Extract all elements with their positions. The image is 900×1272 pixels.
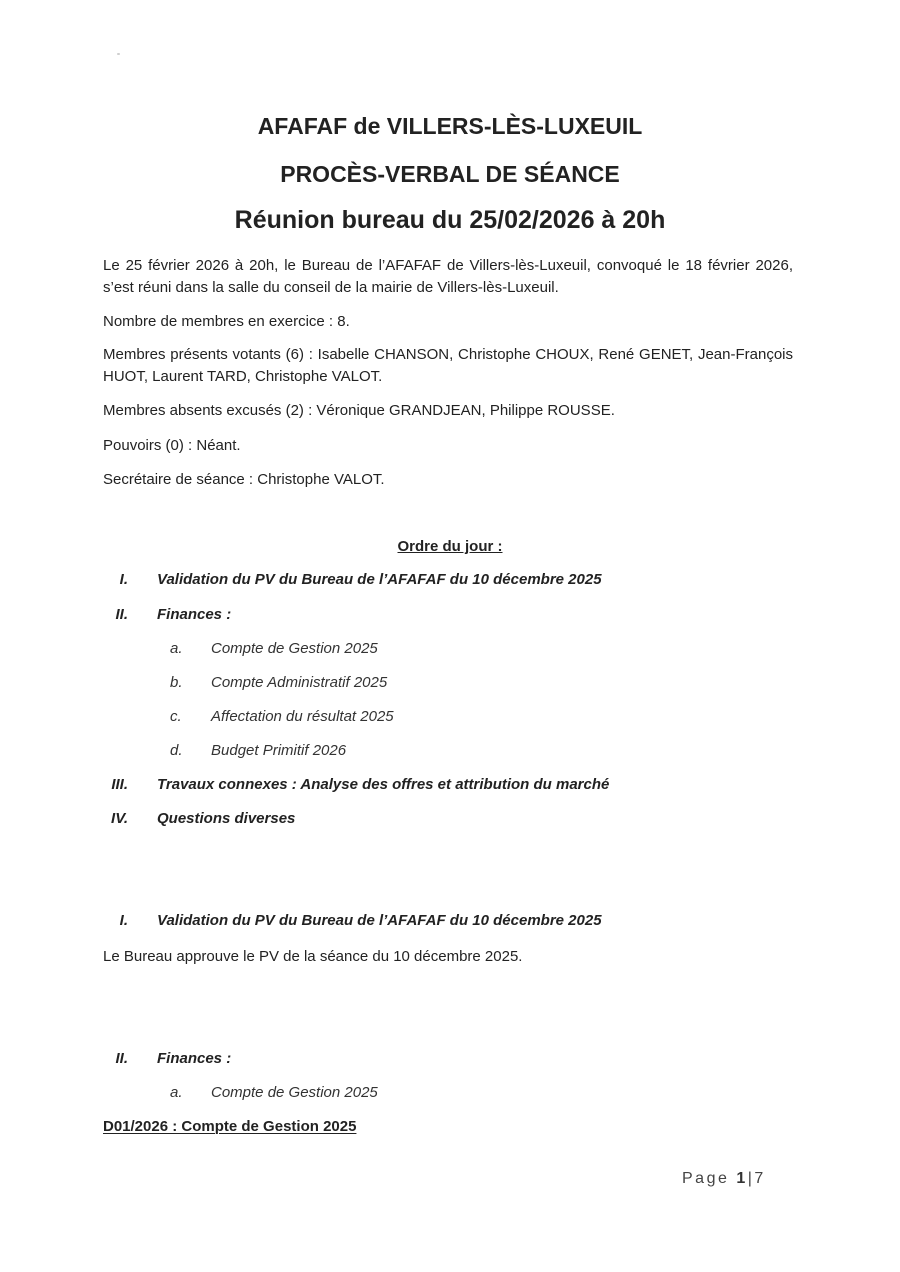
agenda-item-number: IV. xyxy=(111,810,128,827)
section-title: Finances : xyxy=(157,1050,232,1067)
agenda-subitem-letter: c. xyxy=(170,708,182,725)
meeting-heading: Réunion bureau du 25/02/2026 à 20h xyxy=(234,206,666,234)
agenda-item-number: III. xyxy=(111,776,128,793)
page-number: 1 xyxy=(736,1170,748,1187)
agenda-subitem-letter: d. xyxy=(170,742,183,759)
agenda-subitem: Compte Administratif 2025 xyxy=(211,674,388,691)
page-separator: | xyxy=(747,1170,755,1187)
page-footer xyxy=(682,1170,766,1188)
section-title: Validation du PV du Bureau de l’AFAFAF du 10 décembre 2025 xyxy=(157,912,602,929)
agenda-item-number: II. xyxy=(115,606,128,623)
agenda-item: Finances : xyxy=(157,606,232,623)
page-total: 7 xyxy=(754,1170,766,1187)
section-subitem-letter: a. xyxy=(170,1084,183,1101)
members-absent: Membres absents excusés (2) : Véronique GRANDJEAN, Philippe ROUSSE. xyxy=(103,402,615,419)
section-subitem: Compte de Gestion 2025 xyxy=(211,1084,378,1101)
intro-paragraph: Le 25 février 2026 à 20h, le Bureau de l’AFAFAF de Villers-lès-Luxeuil, convoqué le 18 février 2026, s’est réuni dans la salle du conseil de la mairie de Villers-lès-Luxeuil. xyxy=(103,257,793,296)
agenda-item: Questions diverses xyxy=(157,810,296,827)
agenda-heading: Ordre du jour : xyxy=(397,538,503,555)
agenda-subitem-letter: a. xyxy=(170,640,183,657)
deliberation-heading: D01/2026 : Compte de Gestion 2025 xyxy=(103,1118,357,1135)
session-secretary: Secrétaire de séance : Christophe VALOT. xyxy=(103,471,385,488)
document-title: AFAFAF de VILLERS-LÈS-LUXEUIL xyxy=(257,113,643,139)
scan-speck xyxy=(117,53,120,55)
section-text: Le Bureau approuve le PV de la séance du 10 décembre 2025. xyxy=(103,948,523,965)
members-present: Membres présents votants (6) : Isabelle CHANSON, Christophe CHOUX, René GENET, Jean-François HUOT, Laurent TARD, Christophe VALOT. xyxy=(103,346,793,385)
section-number: II. xyxy=(115,1050,128,1067)
members-count: Nombre de membres en exercice : 8. xyxy=(103,313,350,330)
agenda-subitem-letter: b. xyxy=(170,674,183,691)
agenda-subitem: Affectation du résultat 2025 xyxy=(211,708,394,725)
document-subtitle: PROCÈS-VERBAL DE SÉANCE xyxy=(280,161,620,187)
agenda-item: Validation du PV du Bureau de l’AFAFAF du 10 décembre 2025 xyxy=(157,571,602,588)
page-label: Page xyxy=(682,1170,730,1187)
section-number: I. xyxy=(119,912,128,929)
agenda-subitem: Compte de Gestion 2025 xyxy=(211,640,378,657)
proxies: Pouvoirs (0) : Néant. xyxy=(103,437,241,454)
agenda-subitem: Budget Primitif 2026 xyxy=(211,742,347,759)
agenda-item-number: I. xyxy=(119,571,128,588)
agenda-item: Travaux connexes : Analyse des offres et attribution du marché xyxy=(157,776,610,793)
